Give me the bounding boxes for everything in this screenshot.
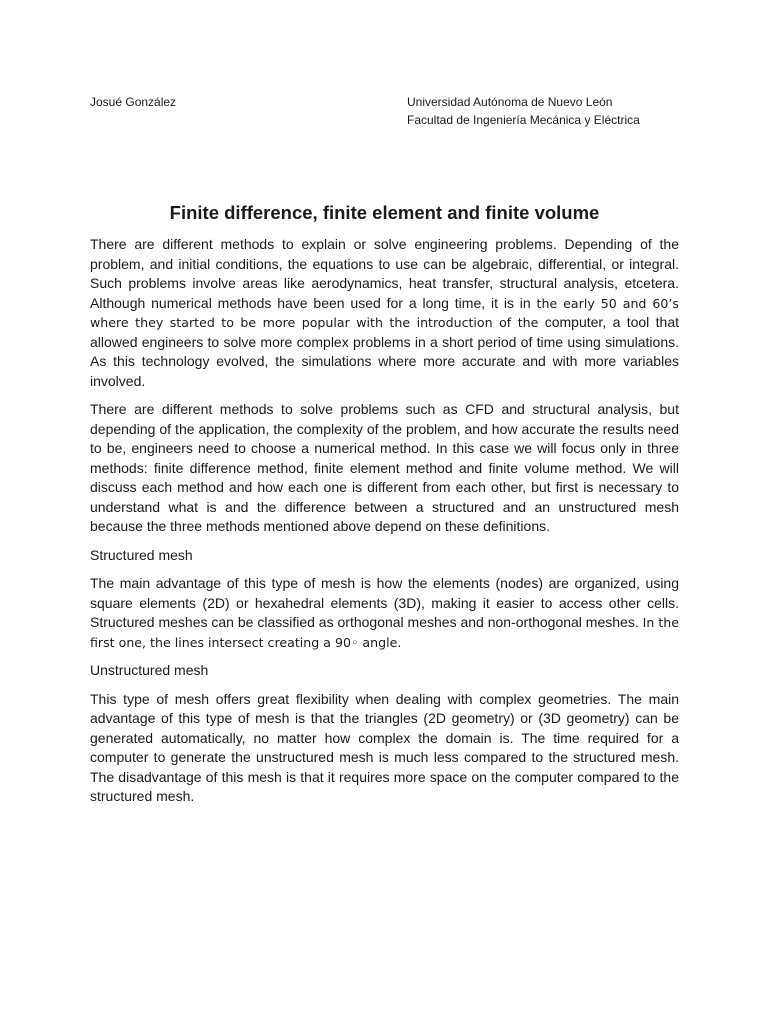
paragraph-unstructured-mesh: This type of mesh offers great flexibility when dealing with complex geometries. The main advantage of this type of mesh is that the triangles (2D geometry) or (3D geometry) can be generated automatically, no matter how complex the domain is. The time required for a computer to generate the unstructured mesh is much less compared to the structured mesh. The disadvantage of this mesh is that it requires more space on the computer compared to the structured mesh. <box>90 690 679 804</box>
paragraph-structured-part-b: In the first one, the lines intersect creating a 90◦ angle. <box>90 615 679 650</box>
paragraph-structured-part-a: The main advantage of this type of mesh is how the elements (nodes) are organized, using square elements (2D) or hexahedral elements (3D), making it easier to access other cells. Structured meshes can be classified as orthogonal meshes and non-orthogonal meshes. <box>90 575 679 630</box>
paragraph-intro-part-a: There are different methods to explain or solve engineering problems. Depending of the problem, and initial conditions, the equations to use can be algebraic, differential, or integral. Such problems involve areas like aerodynamics, heat transfer, structural analysis, etcetera. Although numerical methods have been used for a long time, it is in <box>90 236 679 311</box>
affiliation <box>407 93 640 129</box>
document-title: Finite difference, finite element and finite volume <box>169 202 600 223</box>
document-body <box>90 235 679 816</box>
faculty-name: Facultad de Ingeniería Mecánica y Eléctrica <box>407 113 640 127</box>
paragraph-intro <box>90 235 679 391</box>
paragraph-methods: There are different methods to solve problems such as CFD and structural analysis, but depending of the application, the complexity of the problem, and how accurate the results need to be, engineers need to choose a numerical method. In this case we will focus only in three methods: finite difference method, finite element method and finite volume method. We will discuss each method and how each one is different from each other, but first is necessary to understand what is and the difference between a structured and an unstructured mesh because the three methods mentioned above depend on these definitions. <box>90 401 679 534</box>
paragraph-intro-part-b: the early 50 and 60’s where they started to be more popular with the introduction of the <box>90 295 679 330</box>
university-name: Universidad Autónoma de Nuevo León <box>407 95 613 109</box>
paragraph-structured-mesh <box>90 574 679 652</box>
author-name: Josué González <box>90 95 177 109</box>
paragraph-intro-part-c: computer, a tool that allowed engineers to solve more complex problems in a short period of time using simulations. As this technology evolved, the simulations where more accurate and with more variables involved. <box>90 314 679 389</box>
section-heading-structured-mesh: Structured mesh <box>90 546 193 563</box>
section-heading-unstructured-mesh: Unstructured mesh <box>90 662 209 678</box>
